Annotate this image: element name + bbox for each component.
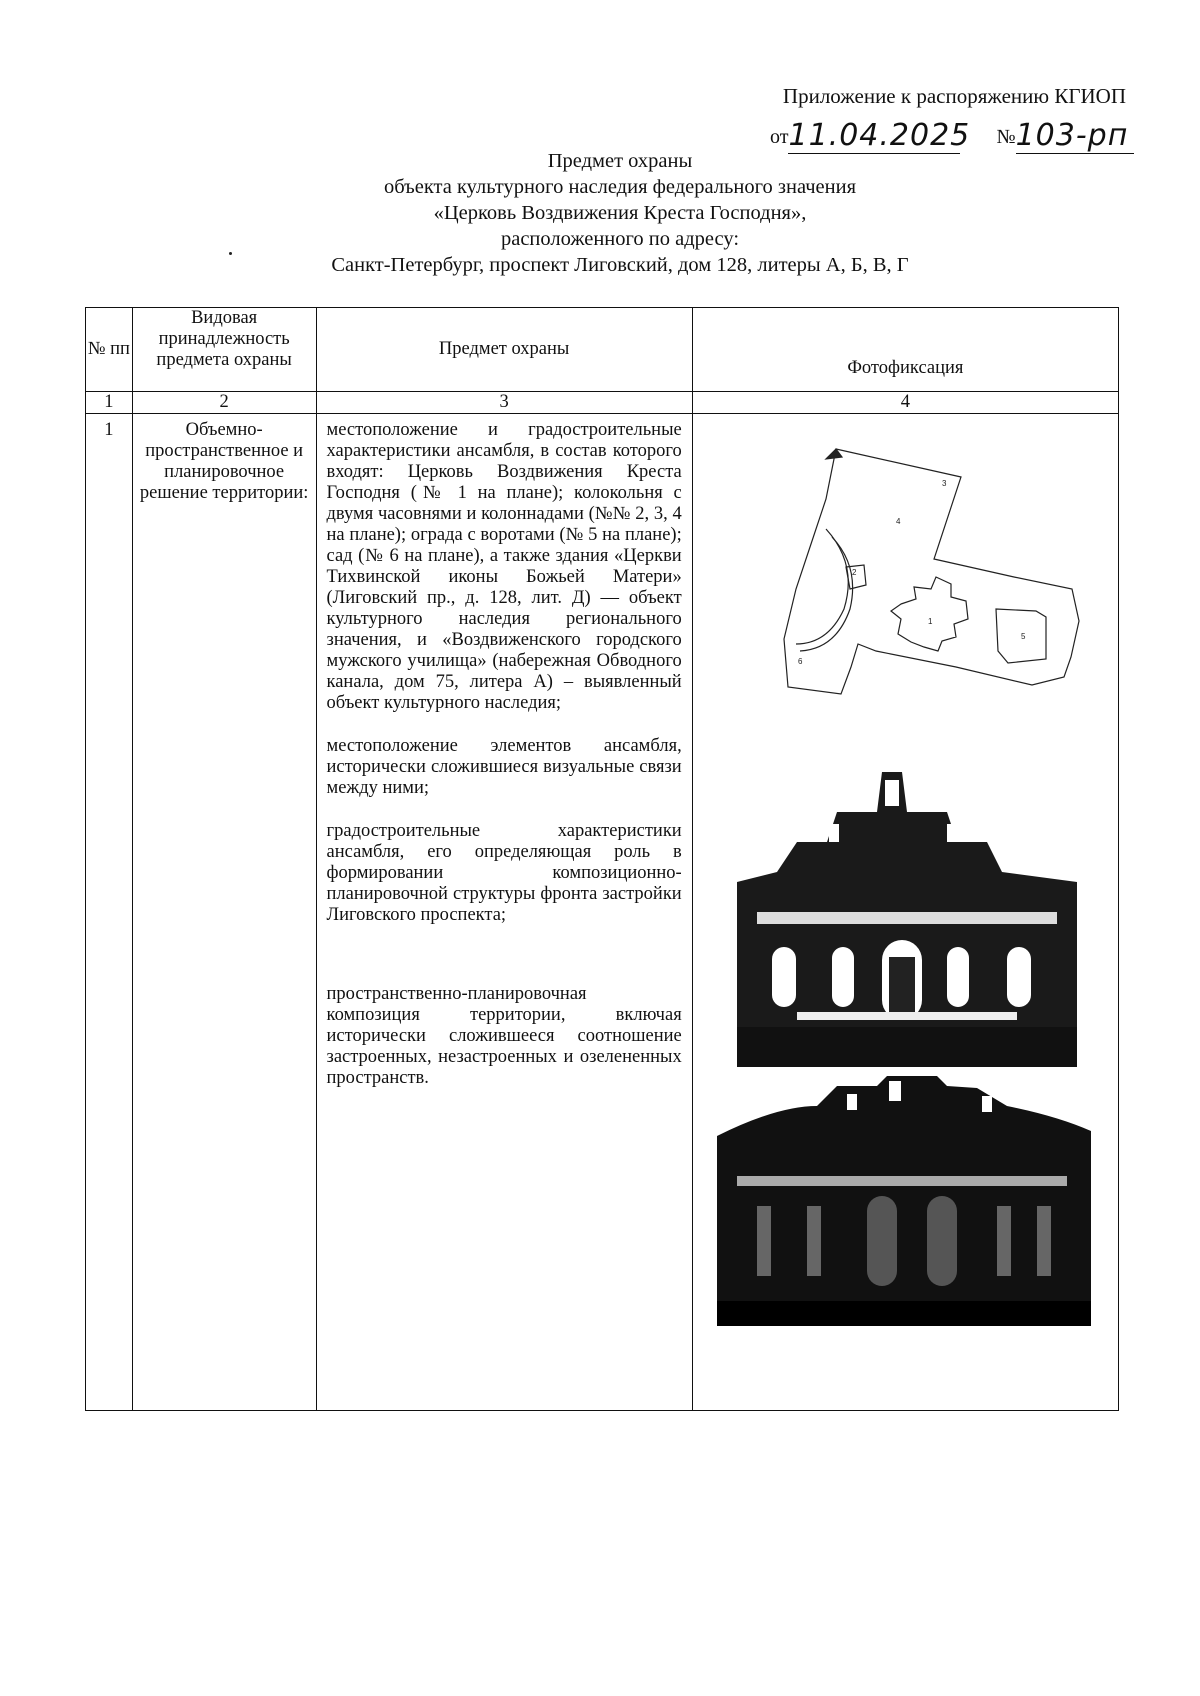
- subject-paragraph: местоположение элементов ансамбля, исторически сложившиеся визуальные связи между ними;: [326, 736, 682, 798]
- column-number: 3: [316, 392, 692, 414]
- subject-paragraph: градостроительные характеристики ансамбля, его определяющая роль в формировании композиционно-планировочной структуры фронта застройки Лиговского проспекта;: [326, 821, 682, 925]
- header-type: Видовая принадлежность предмета охраны: [132, 308, 316, 392]
- church-photo-2: [717, 1076, 1091, 1326]
- heading-line-1: Предмет охраны: [547, 150, 693, 172]
- order-number: 103-рп: [1015, 118, 1129, 153]
- document-heading: [220, 148, 1020, 278]
- appendix-reference: Приложение к распоряжению КГИОП: [782, 84, 1126, 108]
- row-subject: [316, 414, 692, 1411]
- protection-table: [85, 307, 1119, 1411]
- stray-mark: [229, 252, 232, 255]
- column-numbers-row: [86, 392, 1119, 414]
- subject-paragraph: местоположение и градостроительные характеристики ансамбля, в состав которого входят: Церковь Воздвижения Креста Господня (№ 1 на плане); колокольня с двумя часовнями и колоннадами (№№ 2, 3, 4 на плане); ограда с воротами (№ 5 на плане); сад (№ 6 на плане), а также здания «Церкви Тихвинской иконы Божьей Матери» (Лиговский пр., д. 128, лит. Д) — объект культурного наследия регионального значения, и «Воздвиженского городского мужского училища» (набережная Обводного канала, дом 75, литера А) – выявленный объект культурного наследия;: [326, 420, 682, 713]
- table-row: [86, 414, 1119, 1411]
- site-plan-image: [746, 439, 1086, 699]
- row-number: 1: [86, 414, 133, 1411]
- plan-label: 1: [927, 617, 933, 626]
- header-photo: Фотофиксация: [692, 308, 1118, 392]
- plan-label: 3: [941, 479, 947, 488]
- heading-line-2: объекта культурного наследия федерального значения: [383, 176, 857, 198]
- heading-line-4: расположенного по адресу:: [500, 228, 740, 250]
- heading-line-5: Санкт-Петербург, проспект Лиговский, дом 128, литеры А, Б, В, Г: [331, 254, 909, 276]
- church-photo-1: [737, 772, 1077, 1067]
- order-number-prefix: №: [996, 126, 1016, 148]
- plan-label: 4: [895, 517, 901, 526]
- header-num: № пп: [86, 308, 133, 392]
- heading-line-3: «Церковь Воздвижения Креста Господня»,: [433, 202, 807, 224]
- plan-label: 6: [797, 657, 803, 666]
- header-subject: Предмет охраны: [316, 308, 692, 392]
- order-date: 11.04.2025: [788, 118, 971, 153]
- column-number: 4: [692, 392, 1118, 414]
- row-type: Объемно-пространственное и планировочное решение территории:: [132, 414, 316, 1411]
- row-photos: [692, 414, 1118, 1411]
- column-number: 2: [132, 392, 316, 414]
- order-date-prefix: от: [770, 126, 789, 148]
- column-number: 1: [86, 392, 133, 414]
- plan-label: 2: [851, 568, 857, 577]
- table-header-row: [86, 308, 1119, 392]
- plan-label: 5: [1020, 632, 1026, 641]
- subject-paragraph: пространственно-планировочная композиция территории, включая исторически сложившееся соотношение застроенных, незастроенных и озелененных пространств.: [326, 984, 682, 1088]
